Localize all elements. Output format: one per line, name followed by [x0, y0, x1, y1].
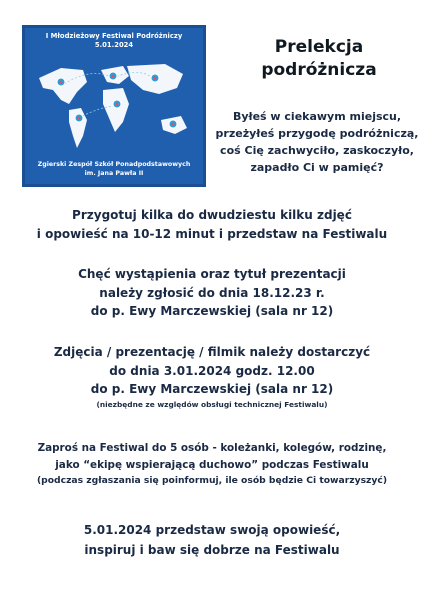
title-line-1: Prelekcja [274, 37, 364, 57]
intro-question [214, 108, 420, 176]
deliver-line-3: do p. Ewy Marczewskiej (sala nr 12) [90, 382, 334, 396]
final-paragraph [8, 520, 416, 560]
question-line-4: zapadło Ci w pamięć? [250, 161, 384, 174]
prepare-paragraph [8, 206, 416, 244]
logo-top-text [25, 32, 203, 50]
register-line-3: do p. Ewy Marczewskiej (sala nr 12) [90, 304, 334, 318]
deliver-line-2: do dnia 3.01.2024 godz. 12.00 [109, 363, 315, 378]
prepare-line-2: i opowieść na 10-12 minut i przedstaw na Festiwalu [36, 227, 388, 241]
question-line-3: coś Cię zachwyciło, zaskoczyło, [220, 144, 414, 157]
page-title [224, 36, 414, 82]
deliver-line-1: Zdjęcia / prezentację / filmik należy dostarczyć [53, 345, 371, 359]
invite-note: (podczas zgłaszania się poinformuj, ile osób będzie Ci towarzyszyć) [36, 475, 388, 486]
question-line-1: Byłeś w ciekawym miejscu, [232, 110, 402, 123]
register-paragraph [8, 265, 416, 321]
final-line-2: inspiruj i baw się dobrze na Festiwalu [84, 543, 340, 557]
festival-logo [22, 25, 206, 187]
prepare-line-1: Przygotuj kilka do dwudziestu kilku zdjęć [72, 208, 352, 222]
logo-festival-date: 5.01.2024 [94, 41, 134, 49]
deliver-note: (niezbędne ze względów obsługi technicznej Festiwalu) [96, 399, 328, 409]
logo-bottom-text [25, 160, 203, 178]
invite-line-2: jako “ekipę wspierającą duchowo” podczas Festiwalu [55, 458, 369, 471]
title-line-2: podróżnicza [261, 60, 377, 80]
logo-festival-name: I Młodzieżowy Festiwal Podróżniczy [45, 32, 183, 40]
invite-line-1: Zaproś na Festiwal do 5 osób - koleżanki, kolegów, rodzinę, [37, 442, 387, 454]
final-line-1: 5.01.2024 przedstaw swoją opowieść, [83, 523, 341, 537]
logo-school-name: Zgierski Zespół Szkół Ponadpodstawowych [37, 161, 191, 168]
deliver-paragraph [8, 343, 416, 411]
world-map-icon [31, 56, 197, 156]
invite-paragraph [8, 440, 416, 489]
question-line-2: przeżyłeś przygodę podróżniczą, [215, 127, 419, 140]
register-line-2: należy zgłosić do dnia 18.12.23 r. [99, 285, 325, 300]
register-line-1: Chęć wystąpienia oraz tytuł prezentacji [78, 267, 346, 281]
logo-school-patron: im. Jana Pawła II [84, 170, 144, 177]
